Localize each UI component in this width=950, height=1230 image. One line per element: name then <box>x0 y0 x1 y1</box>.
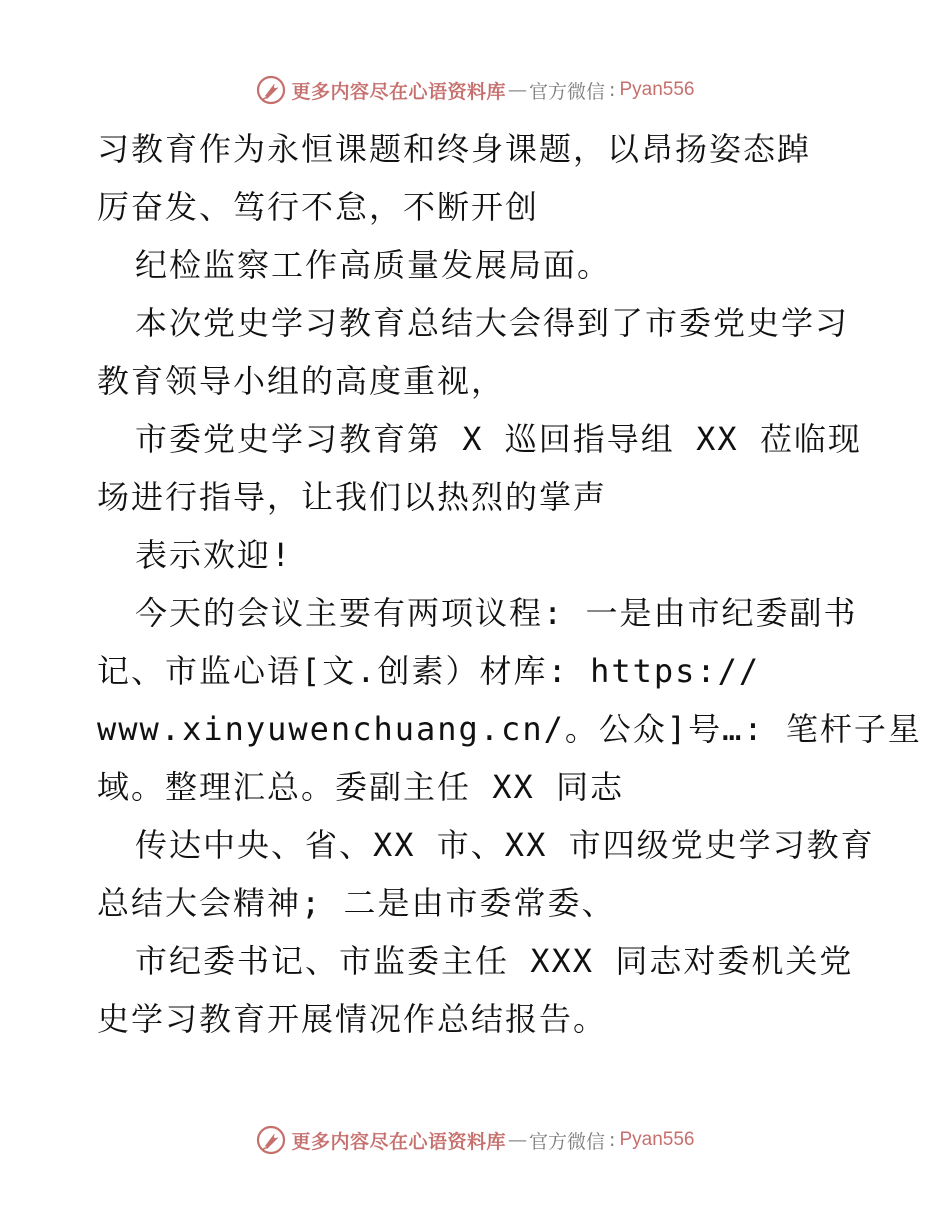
text-line: 表示欢迎! <box>135 536 293 574</box>
watermark-wechat-label: 官方微信 <box>529 80 606 103</box>
text-line: 域。整理汇总。委副主任 XX 同志 <box>97 768 625 806</box>
footer-watermark <box>0 1120 950 1160</box>
header-watermark <box>0 70 950 110</box>
watermark-dash: — <box>508 1129 528 1151</box>
text-line: 市委党史学习教育第 X 巡回指导组 XX 莅临现 <box>135 420 862 458</box>
text-line: 今天的会议主要有两项议程: 一是由市纪委副书 <box>135 594 858 632</box>
watermark-separator: : <box>609 1129 616 1151</box>
text-line: 记、市监心语[文.创素）材库: https:// <box>97 652 761 690</box>
watermark-wechat-id: Pyan556 <box>619 1129 695 1150</box>
text-line: 传达中央、省、XX 市、XX 市四级党史学习教育 <box>135 826 875 864</box>
text-line: 史学习教育开展情况作总结报告。 <box>97 1000 608 1038</box>
document-body <box>97 120 922 1048</box>
watermark-wechat-label: 官方微信 <box>529 1130 606 1153</box>
text-line: 习教育作为永恒课题和终身课题，以昂扬姿态踔 <box>97 130 812 168</box>
pen-nib-circle-icon <box>256 1125 286 1155</box>
watermark-separator: : <box>609 79 616 101</box>
text-line: 本次党史学习教育总结大会得到了市委党史学习 <box>135 304 850 342</box>
text-line: 市纪委书记、市监委主任 XXX 同志对委机关党 <box>135 942 854 980</box>
watermark-dash: — <box>508 79 528 101</box>
watermark-brand-text: 更多内容尽在心语资料库 <box>291 80 507 103</box>
text-line: 总结大会精神; 二是由市委常委、 <box>97 884 616 922</box>
watermark-wechat-id: Pyan556 <box>619 79 695 100</box>
text-line: 厉奋发、笃行不怠，不断开创 <box>97 188 540 226</box>
pen-nib-circle-icon <box>256 75 286 105</box>
text-line: www.xinyuwenchuang.cn/。公众]号…: 笔杆子星 <box>97 710 922 748</box>
text-line: 场进行指导，让我们以热烈的掌声 <box>97 478 608 516</box>
text-line: 纪检监察工作高质量发展局面。 <box>135 246 612 284</box>
text-line: 教育领导小组的高度重视， <box>97 362 506 400</box>
watermark-brand-text: 更多内容尽在心语资料库 <box>291 1130 507 1153</box>
